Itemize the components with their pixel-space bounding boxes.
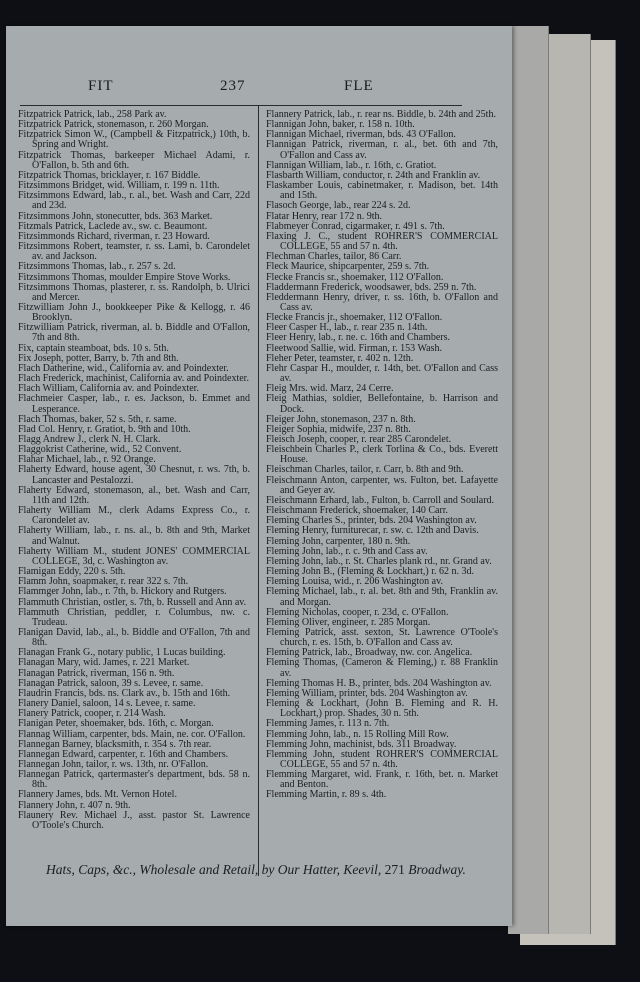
directory-entry: Flanery Patrick, cooper, r. 214 Wash.	[18, 708, 166, 720]
directory-entry: Fleer Casper H., lab., r. rear 235 n. 14th.	[266, 322, 428, 334]
directory-entry: Fitzsimmons Thomas, moulder Empire Stove Works.	[18, 271, 231, 283]
directory-entry: Fleig Mrs. wid. Marz, 24 Cerre.	[266, 383, 394, 395]
directory-entry: Flemming Margaret, wid. Frank, r. 16th, bet. n. Market and Benton.	[266, 769, 498, 791]
directory-entry: Flamigan Eddy, 220 s. 5th.	[18, 566, 126, 578]
directory-entry: Fitzsimmonds Richard, riverman, r. 23 Howard.	[18, 230, 210, 242]
directory-entry: Fleming John, lab., r. c. 9th and Cass av.	[266, 545, 428, 557]
right-guide-word: FLE	[344, 78, 374, 94]
directory-entry: Fitzpatrick Patrick, lab., 258 Park av.	[18, 109, 167, 120]
directory-entry: Fleischmann Anton, carpenter, ws. Fulton, bet. Lafayette and Geyer av.	[266, 474, 498, 496]
directory-entry: Fitzsimmons John, stonecutter, bds. 363 Market.	[18, 210, 213, 222]
directory-entry: Fleischmann Erhard, lab., Fulton, b. Carroll and Soulard.	[266, 494, 495, 506]
footer-advertisement	[46, 862, 466, 878]
directory-entry: Flach Thomas, baker, 52 s. 5th, r. same.	[18, 413, 177, 425]
directory-entry: Flanagan Patrick, riverman, 156 n. 9th.	[18, 667, 175, 679]
right-column	[266, 110, 498, 801]
directory-entry: Fleming Thomas, (Cameron & Fleming,) r. 88 Franklin av.	[266, 657, 498, 679]
directory-entry: Flachmeier Casper, lab., r. es. Jackson, b. Emmet and Lesperance.	[18, 393, 250, 415]
directory-entry: Fitzwilliam John J., bookkeeper Pike & Kellogg, r. 46 Brooklyn.	[18, 301, 250, 324]
directory-entry: Fleming Henry, furniturecar, r. sw. c. 12th and Davis.	[266, 525, 479, 537]
directory-entry: Flasbarth William, conductor, r. 24th and Franklin av.	[266, 169, 481, 181]
footer-ad-text: Hats, Caps, &c., Wholesale and Retail, by Our Hatter, Keevil,	[46, 862, 385, 877]
directory-entry: Flemming John, lab., n. 15 Rolling Mill Row.	[266, 728, 449, 740]
directory-entry: Fleig Mathias, soldier, Bellefontaine, b. Harrison and Dock.	[266, 393, 498, 415]
directory-entry: Flaudrin Francis, bds. ns. Clark av., b. 15th and 16th.	[18, 687, 231, 699]
directory-entry: Flannigan John, baker, r. 158 n. 10th.	[266, 119, 415, 131]
directory-entry: Fleer Henry, lab., r. ne. c. 16th and Chambers.	[266, 332, 451, 344]
directory-entry: Flaxing J. C., student ROHRER'S COMMERCIAL COLLEGE, 55 and 57 n. 4th.	[266, 230, 498, 253]
directory-entry: Flemming John, student ROHRER'S COMMERCIAL COLLEGE, 55 and 57 n. 4th.	[266, 748, 498, 770]
directory-entry: Fleming Patrick, lab., Broadway, nw. cor. Angelica.	[266, 647, 473, 659]
directory-entry: Fleming John, lab., r. St. Charles plank rd., nr. Grand av.	[266, 555, 492, 567]
directory-entry: Fitzsimmons Thomas, lab., r. 257 s. 2d.	[18, 261, 176, 273]
footer-ad-end: Broadway.	[404, 862, 466, 877]
column-divider	[258, 106, 259, 876]
directory-entry: Fleming John, carpenter, 180 n. 9th.	[266, 535, 411, 547]
directory-entry: Flanagan Frank G., notary public, 1 Lucas building.	[18, 647, 226, 659]
directory-entry: Fitzpatrick Thomas, barkeeper Michael Adami, r. O'Fallon, b. 5th and 6th.	[18, 149, 250, 171]
footer-ad-number: 271	[384, 862, 405, 877]
directory-entry: Flemming James, r. 113 n. 7th.	[266, 718, 390, 730]
directory-entry: Flammger John, lab., r. 7th, b. Hickory and Rutgers.	[18, 586, 227, 598]
directory-entry: Flanagan Patrick, saloon, 39 s. Levee, r. same.	[18, 677, 204, 689]
header-rule	[20, 105, 462, 106]
page-number: 237	[220, 78, 246, 94]
directory-entry: Fitzsimmons Edward, lab., r. al., bet. Wash and Carr, 22d and 23d.	[18, 190, 250, 212]
directory-entry: Flaherty William M., clerk Adams Express Co., r. Carondelet av.	[18, 505, 250, 527]
directory-entry: Fitzpatrick Thomas, bricklayer, r. 167 Biddle.	[18, 169, 201, 181]
directory-entry: Flecke Francis sr., shoemaker, 112 O'Fallon.	[266, 271, 444, 283]
directory-entry: Fleisch Joseph, cooper, r. rear 285 Carondelet.	[266, 434, 452, 445]
directory-entry: Flannegan Barney, blacksmith, r. 354 s. 7th rear.	[18, 738, 212, 750]
directory-entry: Flaherty William, lab., r. ns. al., b. 8th and 9th, Market and Walnut.	[18, 525, 250, 547]
directory-entry: Flannery Patrick, lab., r. rear ns. Biddle, b. 24th and 25th.	[266, 109, 496, 120]
directory-entry: Flannigan William, lab., r. 16th, c. Gratiot.	[266, 159, 437, 171]
directory-entry: Flannegan Edward, carpenter, r. 16th and Chambers.	[18, 748, 229, 760]
directory-entry: Flannery James, bds. Mt. Vernon Hotel.	[18, 789, 177, 801]
directory-entry: Fleming John B., (Fleming & Lockhart,) r. 62 n. 3d.	[266, 566, 475, 578]
directory-entry: Fleming Thomas H. B., printer, bds. 204 Washington av.	[266, 677, 492, 689]
directory-entry: Flannegan Patrick, qartermaster's department, bds. 58 n. 8th.	[18, 769, 250, 791]
directory-entry: Fleischman Charles, tailor, r. Carr, b. 8th and 9th.	[266, 464, 464, 476]
directory-entry: Fleher Peter, teamster, r. 402 n. 12th.	[266, 352, 414, 364]
left-column	[18, 110, 250, 831]
directory-entry: Fleetwood Sallie, wid. Firman, r. 153 Wash.	[266, 342, 442, 354]
directory-entry: Flanigan David, lab., al., b. Biddle and O'Fallon, 7th and 8th.	[18, 626, 250, 649]
directory-entry: Flammuth Christian, ostler, s. 7th, b. Russell and Ann av.	[18, 596, 247, 608]
directory-entry: Fleiger Sophia, midwife, 237 n. 8th.	[266, 423, 411, 435]
directory-entry: Flach Frederick, machinist, California av. and Poindexter.	[18, 373, 249, 385]
directory-entry: Flannigan Michael, riverman, bds. 43 O'Fallon.	[266, 129, 456, 141]
directory-entry: Flagg Andrew J., clerk N. H. Clark.	[18, 434, 161, 445]
directory-entry: Fitzpatrick Simon W., (Campbell & Fitzpatrick,) 10th, b. Spring and Wright.	[18, 129, 250, 151]
directory-entry: Flemming Martin, r. 89 s. 4th.	[266, 789, 387, 801]
directory-entry: Flanery Daniel, saloon, 14 s. Levee, r. same.	[18, 698, 196, 710]
directory-entry: Flammuth Christian, peddler, r. Columbus, nw. c. Trudeau.	[18, 606, 250, 628]
directory-entry: Flaherty William M., student JONES' COMMERCIAL COLLEGE, 3d, c. Washington av.	[18, 545, 250, 567]
directory-entry: Fitzsimmons Robert, teamster, r. ss. Lami, b. Carondelet av. and Jackson.	[18, 241, 250, 263]
directory-entry: Fix Joseph, potter, Barry, b. 7th and 8th.	[18, 352, 179, 364]
directory-entry: Flecke Francis jr., shoemaker, 112 O'Fallon.	[266, 312, 443, 324]
directory-entry: Fladdermann Frederick, woodsawer, bds. 259 n. 7th.	[266, 281, 477, 293]
directory-entry: Flanagan Mary, wid. James, r. 221 Market.	[18, 657, 190, 669]
directory-entry: Fitzpatrick Patrick, stonemason, r. 260 Morgan.	[18, 119, 209, 131]
directory-entry: Flannery John, r. 407 n. 9th.	[18, 799, 131, 811]
directory-entry: Flasoch George, lab., rear 224 s. 2d.	[266, 200, 411, 212]
directory-entry: Flaherty Edward, stonemason, al., bet. Wash and Carr, 11th and 12th.	[18, 484, 250, 506]
directory-entry: Flechman Charles, tailor, 86 Carr.	[266, 251, 402, 263]
directory-entry: Fleischmann Frederick, shoemaker, 140 Carr.	[266, 505, 449, 517]
directory-entry: Flannag William, carpenter, bds. Main, ne. cor. O'Fallon.	[18, 728, 246, 740]
directory-entry: Flemming John, machinist, bds. 311 Broadway.	[266, 738, 457, 750]
directory-entry: Fleiger John, stonemason, 237 n. 8th.	[266, 413, 416, 425]
directory-entry: Fleischbein Charles P., clerk Torlina & Co., bds. Everett House.	[266, 444, 498, 466]
directory-entry: Flaunery Rev. Michael J., asst. pastor St. Lawrence O'Toole's Church.	[18, 809, 250, 831]
directory-entry: Fitzmals Patrick, Laclede av., sw. c. Beaumont.	[18, 220, 208, 232]
directory-entry: Fitzwilliam Patrick, riverman, al. b. Biddle and O'Fallon, 7th and 8th.	[18, 322, 250, 344]
directory-entry: Flaskamber Louis, cabinetmaker, r. Madison, bet. 14th and 15th.	[266, 180, 498, 202]
directory-entry: Fleming Louisa, wid., r. 206 Washington av.	[266, 576, 443, 588]
directory-page	[6, 26, 512, 926]
directory-entry: Fix, captain steamboat, bds. 10 s. 5th.	[18, 342, 169, 354]
directory-entry: Fleming & Lockhart, (John B. Fleming and R. H. Lockhart,) prop. Shades, 30 n. 5th.	[266, 698, 498, 720]
directory-entry: Fleck Maurice, shipcarpenter, 259 s. 7th.	[266, 261, 430, 273]
directory-entry: Fleming Charles S., printer, bds. 204 Washington av.	[266, 515, 477, 527]
directory-entry: Flamm John, soapmaker, r. rear 322 s. 7th.	[18, 576, 189, 588]
page-stack-edge	[508, 26, 549, 934]
directory-entry: Flach Datherine, wid., California av. and Poindexter.	[18, 362, 229, 374]
directory-entry: Flad Col. Henry, r. Gratiot, b. 9th and 10th.	[18, 423, 191, 435]
left-guide-word: FIT	[88, 78, 114, 94]
directory-entry: Flaggokrist Catherine, wid., 52 Convent.	[18, 444, 182, 456]
directory-entry: Flanigan Peter, shoemaker, bds. 16th, c. Morgan.	[18, 718, 214, 730]
directory-entry: Flehr Caspar H., moulder, r. 14th, bet. O'Fallon and Cass av.	[266, 362, 498, 385]
directory-entry: Fleming William, printer, bds. 204 Washington av.	[266, 687, 468, 699]
directory-entry: Fleming Nicholas, cooper, r. 23d, c. O'Fallon.	[266, 606, 449, 618]
directory-entry: Flabmeyer Conrad, cigarmaker, r. 491 s. 7th.	[266, 220, 445, 232]
directory-entry: Flannegan John, tailor, r. ws. 13th, nr. O'Fallon.	[18, 759, 209, 770]
directory-entry: Fleming Michael, lab., r. al. bet. 8th and 9th, Franklin av. and Morgan.	[266, 586, 498, 608]
directory-entry: Flaherty Edward, house agent, 30 Chesnut, r. ws. 7th, b. Lancaster and Pestalozzi.	[18, 464, 250, 486]
directory-entry: Fitzsimmons Thomas, plasterer, r. ss. Randolph, b. Ulrici and Mercer.	[18, 281, 250, 303]
directory-entry: Fitzsimmons Bridget, wid. William, r. 199 n. 11th.	[18, 180, 220, 192]
directory-entry: Flach William, California av. and Poindexter.	[18, 383, 199, 395]
directory-entry: Fleming Oliver, engineer, r. 285 Morgan.	[266, 616, 431, 628]
directory-entry: Flatar Henry, rear 172 n. 9th.	[266, 210, 382, 222]
directory-entry: Fleddermann Henry, driver, r. ss. 16th, b. O'Fallon and Cass av.	[266, 291, 498, 313]
directory-entry: Fleming Patrick, asst. sexton, St. Lawrence O'Toole's church, r. es. 15th, b. O'Fallon and Cass av.	[266, 626, 498, 649]
directory-entry: Flannigan Patrick, riverman, r. al., bet. 6th and 7th, O'Fallon and Cass av.	[266, 139, 498, 161]
directory-entry: Flahar Michael, lab., r. 92 Orange.	[18, 454, 156, 466]
